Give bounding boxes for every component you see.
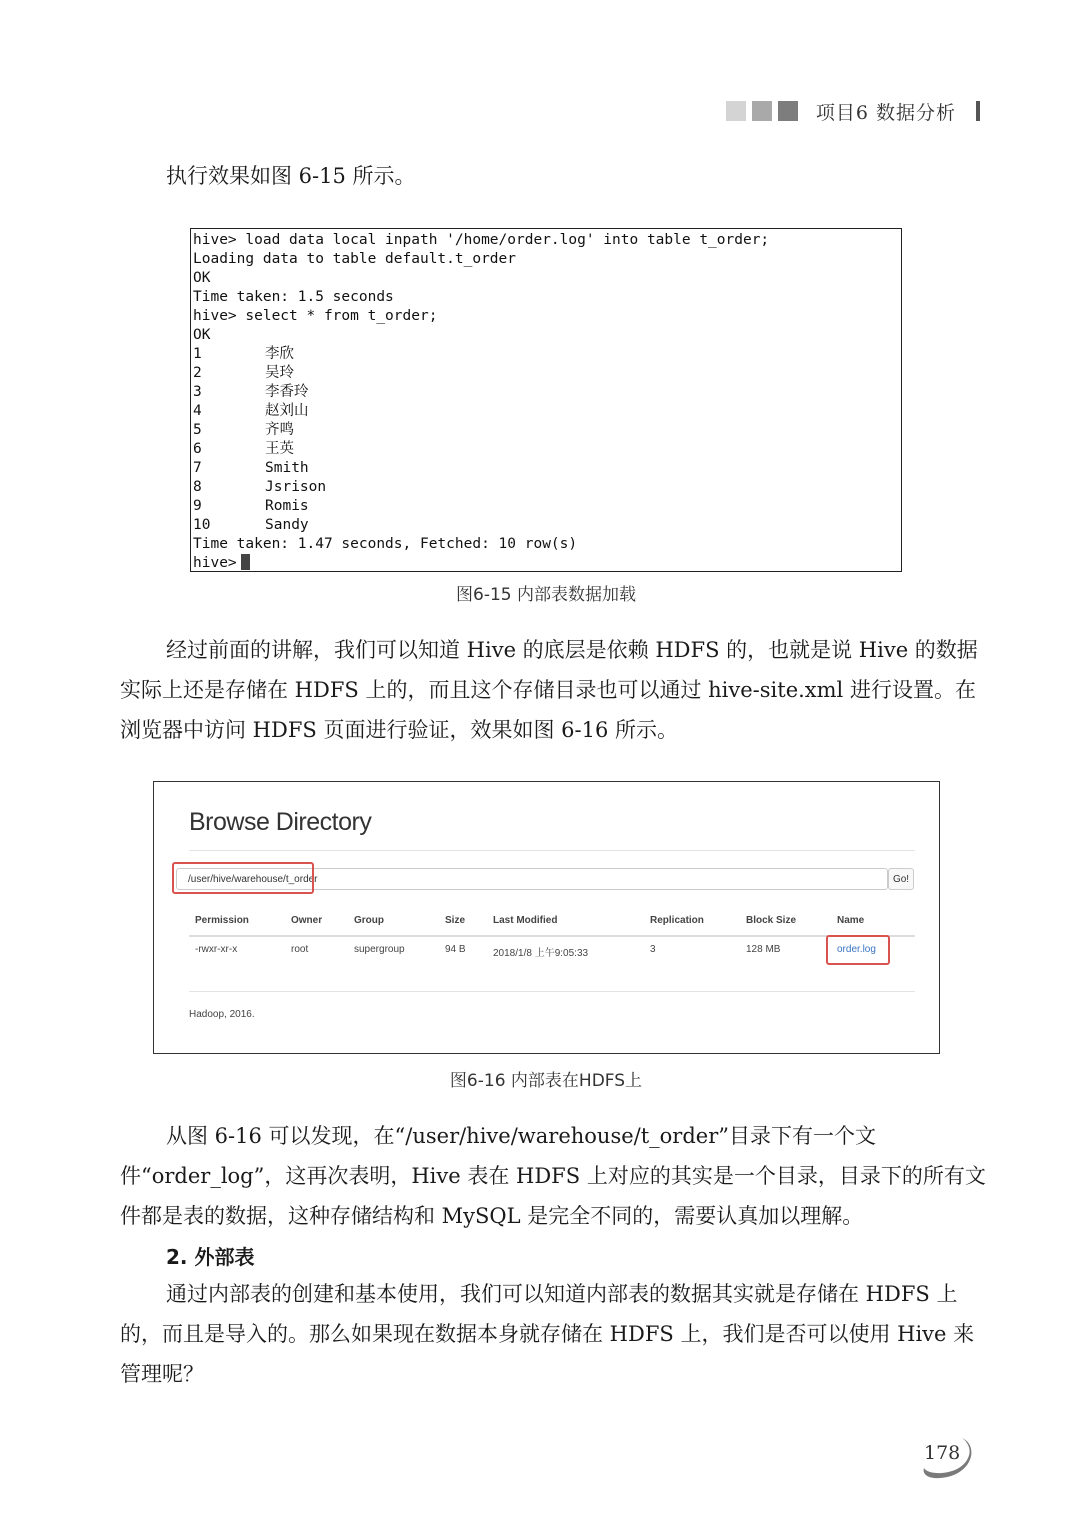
header-square-icon bbox=[726, 101, 746, 121]
body-paragraph: 从图 6-16 可以发现，在“/user/hive/warehouse/t_order”目录下有一个文件“order_log”，这再次表明，Hive 表在 HDFS 上对应的其实是一个目录，目录下的所有文件都是表的数据，这种存储结构和 MySQL 是完全不同的，需要认真加以理解。 bbox=[120, 1124, 986, 1228]
header-bar-icon bbox=[976, 101, 980, 121]
column-header[interactable]: Last Modified bbox=[493, 915, 558, 926]
cell-last-modified: 2018/1/8 上午9:05:33 bbox=[493, 948, 589, 959]
figure-caption: 图6-16 内部表在HDFS上 bbox=[449, 1071, 643, 1091]
terminal-line: Time taken: 1.5 seconds bbox=[193, 289, 394, 305]
column-header[interactable]: Name bbox=[837, 915, 865, 926]
browser-footer: Hadoop, 2016. bbox=[189, 1009, 255, 1020]
result-name: 吴玲 bbox=[265, 365, 294, 381]
result-row bbox=[193, 440, 901, 459]
page-number-badge bbox=[922, 1436, 978, 1480]
cell-owner: root bbox=[291, 944, 309, 955]
browse-directory-title: Browse Directory bbox=[189, 808, 372, 836]
page-number: 178 bbox=[924, 1442, 961, 1464]
figure-caption: 图6-15 内部表数据加载 bbox=[456, 585, 636, 605]
divider bbox=[189, 850, 915, 851]
header-square-icon bbox=[778, 101, 798, 121]
chapter-title: 项目6 数据分析 bbox=[815, 101, 956, 124]
column-header[interactable]: Group bbox=[354, 915, 384, 926]
terminal-line: hive> load data local inpath '/home/order.log' into table t_order; bbox=[193, 232, 770, 248]
cell-permission: -rwxr-xr-x bbox=[195, 944, 238, 955]
terminal-line: OK bbox=[193, 327, 211, 343]
result-id: 9 bbox=[193, 498, 202, 514]
cursor-icon bbox=[241, 554, 250, 570]
result-row bbox=[193, 478, 901, 497]
terminal-line: hive> select * from t_order; bbox=[193, 308, 438, 324]
table-header-divider bbox=[189, 935, 915, 937]
go-button[interactable]: Go! bbox=[888, 868, 914, 890]
hdfs-browser-screenshot bbox=[153, 781, 940, 1054]
result-row bbox=[193, 459, 901, 478]
result-id: 1 bbox=[193, 346, 202, 362]
body-paragraph: 经过前面的讲解，我们可以知道 Hive 的底层是依赖 HDFS 的，也就是说 Hive 的数据实际上还是存储在 HDFS 上的，而且这个存储目录也可以通过 hive-site.xml 进行设置。在浏览器中访问 HDFS 页面进行验证，效果如图 6-16 所示。 bbox=[120, 638, 978, 742]
highlight-box bbox=[172, 862, 314, 894]
column-header[interactable]: Size bbox=[445, 915, 466, 926]
result-row bbox=[193, 364, 901, 383]
terminal-line: OK bbox=[193, 270, 211, 286]
result-name: Romis bbox=[265, 498, 309, 514]
result-name: Sandy bbox=[265, 517, 309, 533]
lead-text: 执行效果如图 6-15 所示。 bbox=[166, 164, 416, 188]
terminal-screenshot bbox=[190, 228, 902, 572]
terminal-prompt-line bbox=[193, 554, 901, 573]
cell-group: supergroup bbox=[354, 944, 405, 955]
result-id: 7 bbox=[193, 460, 202, 476]
result-name: 赵刘山 bbox=[265, 403, 309, 419]
result-id: 6 bbox=[193, 441, 202, 457]
result-row bbox=[193, 516, 901, 535]
result-name: 李欣 bbox=[265, 346, 294, 362]
divider bbox=[189, 991, 915, 992]
result-id: 10 bbox=[193, 517, 211, 533]
highlight-box bbox=[826, 935, 890, 965]
file-link[interactable]: order.log bbox=[837, 944, 876, 955]
result-row bbox=[193, 421, 901, 440]
result-row bbox=[193, 402, 901, 421]
result-id: 4 bbox=[193, 403, 202, 419]
result-id: 5 bbox=[193, 422, 202, 438]
result-row bbox=[193, 383, 901, 402]
column-header[interactable]: Permission bbox=[195, 915, 249, 926]
cell-size: 94 B bbox=[445, 944, 466, 955]
cell-block-size: 128 MB bbox=[746, 944, 781, 955]
terminal-line: Loading data to table default.t_order bbox=[193, 251, 517, 267]
column-header[interactable]: Block Size bbox=[746, 915, 797, 926]
result-name: 王英 bbox=[265, 441, 294, 457]
result-name: 李香玲 bbox=[265, 384, 309, 400]
header-square-icon bbox=[752, 101, 772, 121]
path-input[interactable]: /user/hive/warehouse/t_order bbox=[176, 868, 888, 890]
cell-replication: 3 bbox=[650, 944, 656, 955]
terminal-line: Time taken: 1.47 seconds, Fetched: 10 row(s) bbox=[193, 536, 578, 552]
section-heading: 2. 外部表 bbox=[166, 1245, 255, 1269]
result-name: 齐鸣 bbox=[265, 422, 294, 438]
result-name: Smith bbox=[265, 460, 309, 476]
result-id: 3 bbox=[193, 384, 202, 400]
running-header bbox=[726, 98, 980, 124]
terminal-prompt: hive> bbox=[193, 555, 237, 571]
body-paragraph: 通过内部表的创建和基本使用，我们可以知道内部表的数据其实就是存储在 HDFS 上的，而且是导入的。那么如果现在数据本身就存储在 HDFS 上，我们是否可以使用 Hive 来管理呢？ bbox=[120, 1282, 975, 1386]
result-row bbox=[193, 497, 901, 516]
result-row bbox=[193, 345, 901, 364]
result-id: 2 bbox=[193, 365, 202, 381]
result-name: Jsrison bbox=[265, 479, 327, 495]
result-id: 8 bbox=[193, 479, 202, 495]
column-header[interactable]: Replication bbox=[650, 915, 704, 926]
column-header[interactable]: Owner bbox=[291, 915, 323, 926]
